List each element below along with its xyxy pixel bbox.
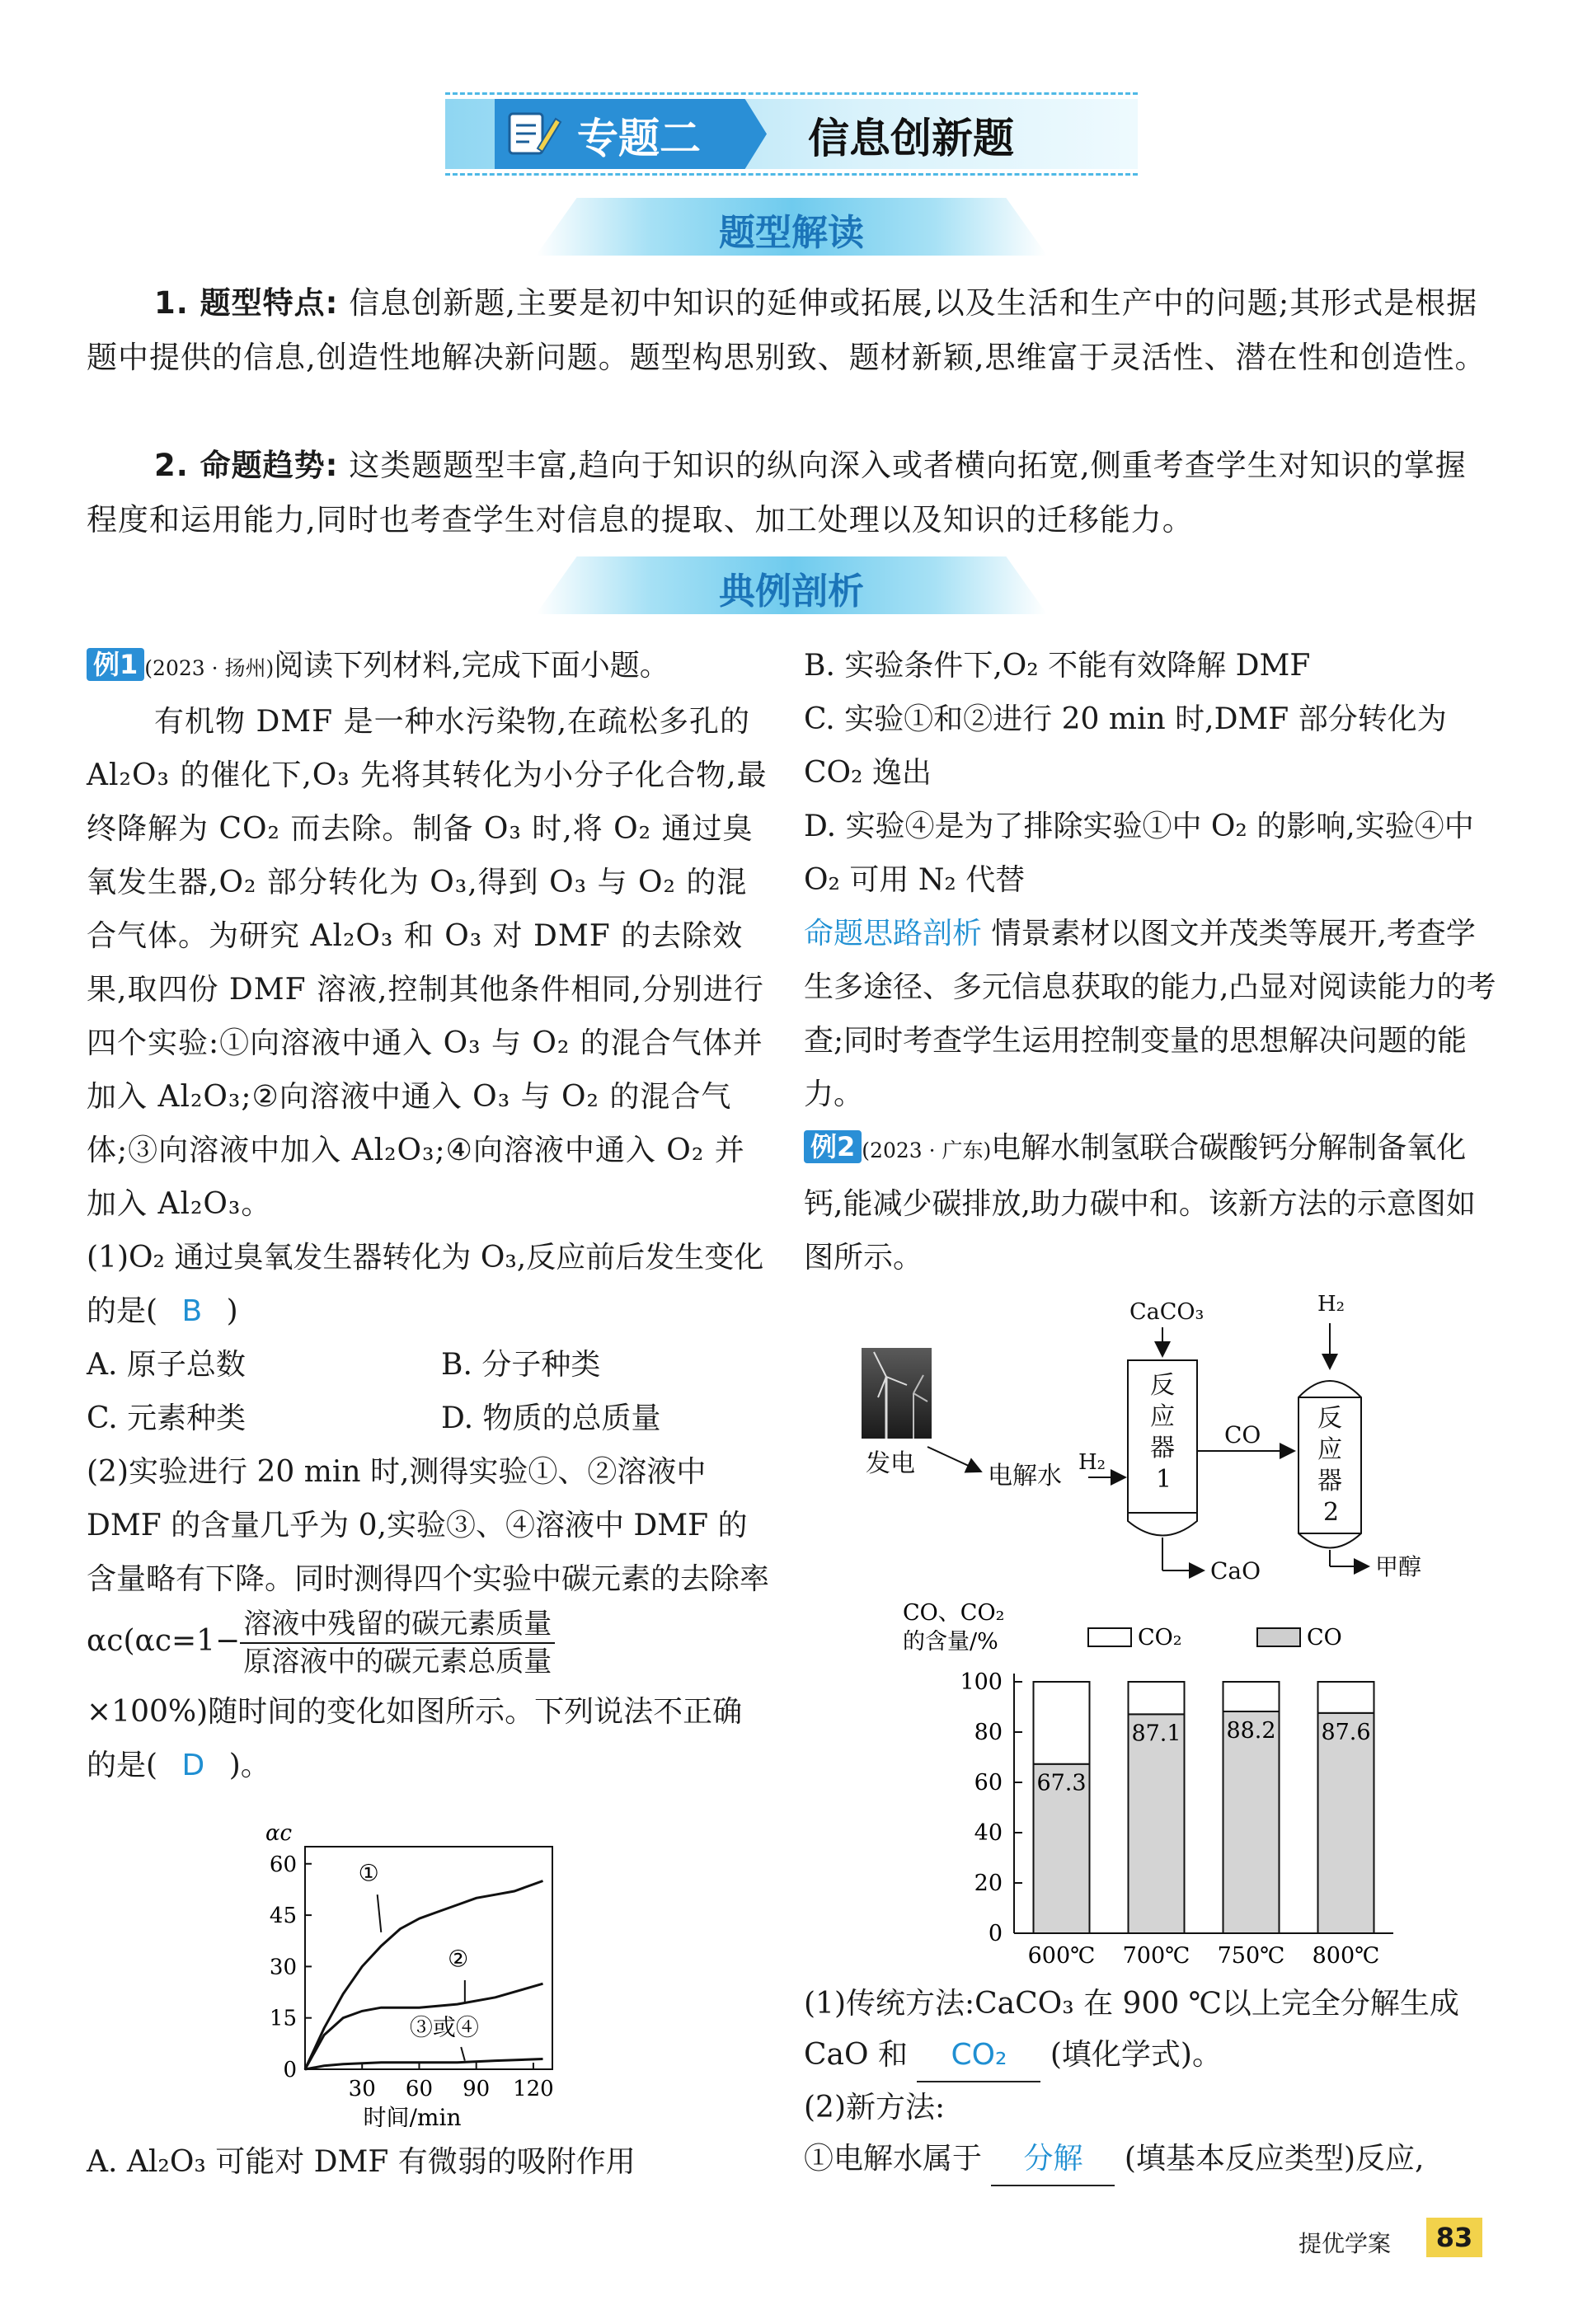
example-1: [87, 639, 771, 1792]
example-2-q2-1: [804, 2134, 1505, 2186]
x-tick-label: 800℃: [1312, 1943, 1380, 1969]
reactor-2-char-1: 反: [1317, 1404, 1342, 1433]
paragraph-trend-text: 这类题题型丰富,趋向于知识的纵向深入或者横向拓宽,侧重考查学生对知识的掌握程度和运用能力,同时也考查学生对信息的提取、加工处理以及知识的迁移能力。: [87, 448, 1467, 538]
example-1-options-cont: [804, 639, 1505, 1284]
footer-book: 提优学案: [1298, 2230, 1392, 2257]
y-tick-label: 30: [269, 1955, 297, 1980]
example-2-q2-1-text-a: ①电解水属于: [804, 2142, 983, 2176]
analysis-text: 情景素材以图文并茂类等展开,考查学生多途径、多元信息获取的能力,凸显对阅读能力的考查;同时考查学生运用控制变量的思想解决问题的能力。: [804, 917, 1496, 1111]
y-tick-label: 80: [974, 1720, 1003, 1745]
bar-value-label: 87.6: [1321, 1719, 1371, 1745]
example-1-q2-text-a: (2)实验进行 20 min 时,测得实验①、②溶液中 DMF 的含量几乎为 0,实验③、④溶液中 DMF 的含量略有下降。同时测得四个实验中碳元素的去除率 αc(αc=1−: [87, 1455, 770, 1658]
x-tick-label: 600℃: [1027, 1943, 1096, 1969]
reactor-1-char-4: 1: [1156, 1465, 1172, 1494]
example-2-q2-1-answer: 分解: [991, 2134, 1115, 2186]
bar-value-label: 88.2: [1226, 1717, 1276, 1744]
bar-co-2: [1129, 1714, 1185, 1933]
example-1-option-b: B. 实验条件下,O₂ 不能有效降解 DMF: [804, 649, 1311, 683]
reactor-2-char-2: 应: [1317, 1435, 1342, 1464]
reactor-1-char-2: 应: [1150, 1402, 1175, 1431]
example-2-intro: 电解水制氢联合碳酸钙分解制备氧化钙,能减少碳排放,助力碳中和。该新方法的示意图如图所示。: [804, 1131, 1476, 1275]
topic-title: 信息创新题: [808, 115, 1014, 162]
y-tick-label: 45: [269, 1904, 297, 1929]
example-1-q1-text: (1)O₂ 通过臭氧发生器转化为 O₃,反应前后发生变化的是(: [87, 1241, 764, 1328]
gas-content-chart-svg: [890, 1595, 1484, 1974]
series-line-1: [305, 1881, 543, 2070]
example-2-questions: [804, 1979, 1505, 2186]
bar-co-4: [1318, 1713, 1374, 1933]
example-1-q1: [87, 1231, 771, 1338]
example-1-q1-options: [87, 1338, 771, 1445]
y-tick-label: 20: [974, 1871, 1003, 1896]
removal-rate-chart-svg: [247, 1814, 594, 2127]
label-methanol: 甲醇: [1375, 1553, 1422, 1580]
paragraph-feature: [87, 276, 1488, 385]
example-1-source: (2023 · 扬州): [144, 656, 275, 680]
example-2-q1-text-a: (1)传统方法:CaCO₃ 在 900 ℃以上完全分解生成 CaO 和: [804, 1987, 1459, 2072]
y-tick-label: 60: [974, 1770, 1003, 1796]
example-2-tag: 例2: [804, 1130, 862, 1163]
x-tick-label: 90: [463, 2077, 491, 2101]
example-1-header: [87, 639, 771, 695]
bar-value-label: 87.1: [1131, 1721, 1181, 1747]
notebook-pen-icon: [505, 107, 562, 160]
analysis: [804, 907, 1505, 1121]
bar-co-3: [1223, 1711, 1280, 1933]
reactor-1-char-3: 器: [1150, 1434, 1175, 1462]
bar-co2-3: [1223, 1682, 1280, 1711]
example-2-q1: [804, 1979, 1505, 2082]
y-tick-label: 0: [988, 1921, 1003, 1946]
bar-co2-2: [1129, 1682, 1185, 1714]
y-tick-label: 100: [960, 1669, 1003, 1695]
example-1-q2-close: )。: [228, 1749, 270, 1782]
series-line-3: [305, 2059, 543, 2070]
x-tick-label: 120: [513, 2077, 554, 2101]
label-co: CO: [1224, 1421, 1261, 1448]
example-2-source: (2023 · 广东): [862, 1139, 992, 1162]
label-cao: CaO: [1210, 1557, 1261, 1585]
analysis-head: 命题思路剖析: [804, 917, 983, 951]
example-1-q1-answer: B: [181, 1294, 203, 1328]
section-title-examples: 典例剖析: [719, 570, 864, 613]
paragraph-feature-text: 信息创新题,主要是初中知识的延伸或拓展,以及生活和生产中的问题;其形式是根据题中提供的信息,创造性地解决新问题。题型构思别致、题材新颖,思维富于灵活性、潜在性和创造性。: [87, 285, 1486, 375]
example-2-q2: (2)新方法:: [804, 2091, 946, 2124]
process-diagram: [849, 1286, 1468, 1599]
bar-value-label: 67.3: [1036, 1770, 1087, 1796]
option-a: A. 原子总数: [87, 1348, 246, 1382]
legend-swatch-co2: [1088, 1628, 1131, 1646]
example-2-header: [804, 1121, 1505, 1284]
reactor-2-char-4: 2: [1323, 1498, 1340, 1527]
x-tick-label: 750℃: [1217, 1943, 1285, 1969]
legend-swatch-co: [1257, 1628, 1300, 1646]
legend-label-co2: CO₂: [1138, 1625, 1182, 1650]
option-c: C. 元素种类: [87, 1401, 247, 1435]
wind-turbine-icon: [862, 1348, 932, 1439]
paragraph-trend-head: 2. 命题趋势:: [154, 448, 339, 483]
legend-label-co: CO: [1307, 1625, 1342, 1650]
example-1-q2-answer: D: [181, 1749, 205, 1782]
paragraph-trend: [87, 439, 1488, 547]
example-1-material: 有机物 DMF 是一种水污染物,在疏松多孔的 Al₂O₃ 的催化下,O₃ 先将其转化为小分子化合物,最终降解为 CO₂ 而去除。制备 O₃ 时,将 O₂ 通过臭氧发生器,O₂ 部分转化为 O₃,得到 O₃ 与 O₂ 的混合气体。为研究 Al₂O₃ 和 O₃ 对 DMF 的去除效果,取四份 DMF 溶液,控制其他条件相同,分别进行四个实验:①向溶液中通入 O₃ 与 O₂ 的混合气体并加入 Al₂O₃;②向溶液中通入 O₃ 与 O₂ 的混合气体;③向溶液中加入 Al₂O₃;④向溶液中通入 O₂ 并加入 Al₂O₃。: [87, 705, 768, 1221]
banner-bottom-line: [445, 173, 1138, 176]
x-axis-label: 时间/min: [363, 2104, 462, 2127]
y-tick-label: 0: [283, 2058, 297, 2082]
banner-top-line: [445, 92, 1138, 95]
example-1-q2: [87, 1445, 771, 1680]
series-arrow-3-4: [461, 2047, 465, 2061]
example-1-option-a-line: [87, 2135, 771, 2189]
reactor-1-char-1: 反: [1150, 1371, 1175, 1400]
example-1-option-d: D. 实验④是为了排除实验①中 O₂ 的影响,实验④中 O₂ 可用 N₂ 代替: [804, 810, 1474, 897]
fraction-denominator: 原溶液中的碳元素总质量: [243, 1646, 552, 1678]
topic-label: 专题二: [577, 115, 701, 162]
example-1-option-c: C. 实验①和②进行 20 min 时,DMF 部分转化为 CO₂ 逸出: [804, 702, 1447, 790]
example-2-q2-1-text-b: (填基本反应类型)反应,: [1124, 2142, 1425, 2176]
page-number: 83: [1426, 2218, 1482, 2257]
y-tick-label: 60: [269, 1852, 297, 1877]
fraction-numerator: 溶液中残留的碳元素质量: [240, 1606, 555, 1644]
label-h2-b: H₂: [1317, 1292, 1345, 1317]
bar-co2-4: [1318, 1682, 1374, 1713]
example-1-q2-cont: [87, 1685, 771, 1792]
x-tick-label: 60: [405, 2077, 434, 2101]
option-d: D. 物质的总质量: [441, 1401, 661, 1435]
y-tick-label: 40: [974, 1820, 1003, 1846]
example-1-q1-close: ): [226, 1294, 238, 1328]
label-electrolysis: 电解水: [988, 1462, 1062, 1491]
series-arrow-1: [378, 1894, 382, 1932]
reactor-2-char-3: 器: [1317, 1467, 1342, 1495]
label-h2-a: H₂: [1078, 1450, 1106, 1475]
label-caco3: CaCO₃: [1129, 1299, 1205, 1325]
series-label-1: ①: [358, 1859, 379, 1887]
series-label-2: ②: [448, 1945, 469, 1973]
x-tick-label: 700℃: [1122, 1943, 1190, 1969]
example-2-q1-answer: CO₂: [917, 2030, 1040, 2082]
series-label-3-4: ③或④: [409, 2013, 479, 2041]
section-title-reading: 题型解读: [719, 212, 864, 254]
example-1-q2-text-b: ×100%)随时间的变化如图所示。下列说法不正确的是(: [87, 1695, 743, 1782]
paragraph-feature-head: 1. 题型特点:: [154, 285, 339, 321]
chart-title-line-2: 的含量/%: [903, 1629, 998, 1655]
gas-content-chart: [890, 1595, 1484, 1974]
removal-rate-chart: [247, 1814, 594, 2127]
chart-title-line-1: CO、CO₂: [903, 1600, 1005, 1626]
bar-co2-1: [1034, 1682, 1090, 1764]
removal-rate-fraction: [240, 1606, 555, 1680]
y-tick-label: 15: [269, 2006, 297, 2031]
example-1-option-a: A. Al₂O₃ 可能对 DMF 有微弱的吸附作用: [87, 2145, 636, 2179]
example-1-tag: 例1: [87, 648, 144, 681]
y-axis-label: αc: [265, 1821, 293, 1846]
option-b: B. 分子种类: [441, 1348, 601, 1382]
example-1-intro: 阅读下列材料,完成下面小题。: [274, 649, 669, 683]
label-power: 发电: [866, 1449, 915, 1478]
x-tick-label: 30: [348, 2077, 376, 2101]
example-2-q1-text-b: (填化学式)。: [1050, 2038, 1222, 2072]
